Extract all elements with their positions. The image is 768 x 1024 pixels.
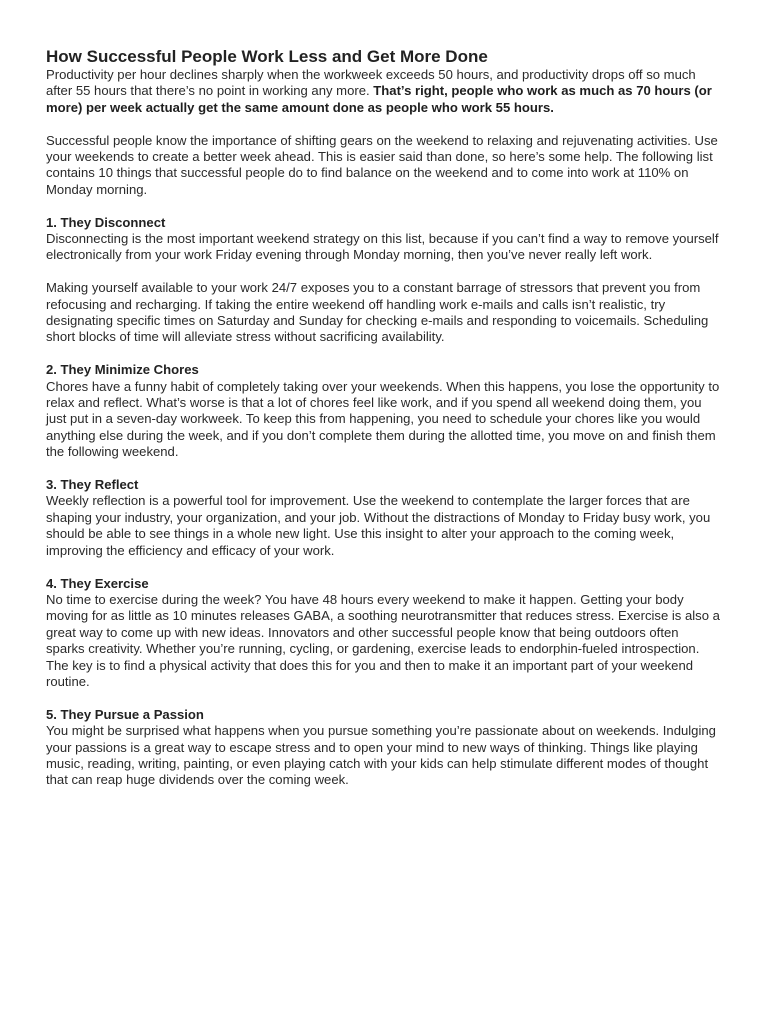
paragraph-gap [46, 198, 720, 214]
paragraph-gap [46, 461, 720, 477]
section-1-paragraph-1: Disconnecting is the most important weekend strategy on this list, because if you can’t find a way to remove yourself electronically from your work Friday evening through Monday morning, then you’ve never really left work. [46, 231, 719, 263]
section-heading-minimize-chores: 2. They Minimize Chores [46, 362, 199, 378]
section-3-paragraph-1: Weekly reflection is a powerful tool for improvement. Use the weekend to contemplate the larger forces that are shaping your industry, your organization, and your job. Without the distractions of Monday to Friday busy work, you should be able to see things in a whole new light. Use this insight to alter your approach to the coming week, improving the efficiency and efficacy of your work. [46, 493, 711, 558]
intro-paragraph-1 [46, 67, 720, 116]
section-1-paragraph-2: Making yourself available to your work 24/7 exposes you to a constant barrage of stressors that prevent you from refocusing and recharging. If taking the entire weekend off handling work e-mails and calls isn’t realistic, try designating specific times on Saturday and Sunday for checking e-mails and responding to voicemails. Scheduling short blocks of time will alleviate stress without sacrificing availability. [46, 280, 709, 345]
paragraph-gap [46, 690, 720, 706]
intro-paragraph-2: Successful people know the importance of shifting gears on the weekend to relaxing and rejuvenating activities. Use your weekends to create a better week ahead. This is easier said than done, so here’s some help. The following list contains 10 things that successful people do to find balance on the weekend and to come into work at 110% on Monday morning. [46, 132, 718, 197]
section-heading-pursue-passion: 5. They Pursue a Passion [46, 706, 204, 722]
section-2-paragraph-1: Chores have a funny habit of completely taking over your weekends. When this happens, you lose the opportunity to relax and reflect. What’s worse is that a lot of chores feel like work, and if you spend all weekend doing them, you just put in a seven-day workweek. To keep this from happening, you need to schedule your chores like you would anything else during the week, and if you don’t complete them during the allotted time, you move on and finish them the following weekend. [46, 378, 720, 460]
paragraph-gap [46, 116, 720, 132]
paragraph-gap [46, 264, 720, 280]
paragraph-gap [46, 346, 720, 362]
section-5-paragraph-1: You might be surprised what happens when you pursue something you’re passionate about on weekends. Indulging your passions is a great way to escape stress and to open your mind to new ways of thinking. Things like playing music, reading, writing, painting, or even playing catch with your kids can help stimulate different modes of thought that can reap huge dividends over the coming week. [46, 723, 716, 788]
paragraph-gap [46, 559, 720, 575]
document-title: How Successful People Work Less and Get More Done [46, 47, 488, 66]
section-4-paragraph-1: No time to exercise during the week? You have 48 hours every weekend to make it happen. Getting your body moving for as little as 10 minutes releases GABA, a soothing neurotransmitter that reduces stress. Exercise is also a great way to come up with new ideas. Innovators and other successful people know that being outdoors often sparks creativity. Whether you’re running, cycling, or gardening, exercise leads to endorphin-fueled introspection. The key is to find a physical activity that does this for you and then to make it an important part of your weekend routine. [46, 591, 720, 689]
intro-paragraph-1-bold: That’s right, people who work as much as 70 hours (or more) per week actually get the same amount done as people who work 55 hours. [46, 83, 712, 115]
section-heading-reflect: 3. They Reflect [46, 477, 139, 493]
intro-paragraph-1-text: Productivity per hour declines sharply when the workweek exceeds 50 hours, and productivity drops off so much after 55 hours that there’s no point in working any more. [46, 67, 696, 99]
section-heading-disconnect: 1. They Disconnect [46, 214, 166, 230]
section-heading-exercise: 4. They Exercise [46, 575, 149, 591]
